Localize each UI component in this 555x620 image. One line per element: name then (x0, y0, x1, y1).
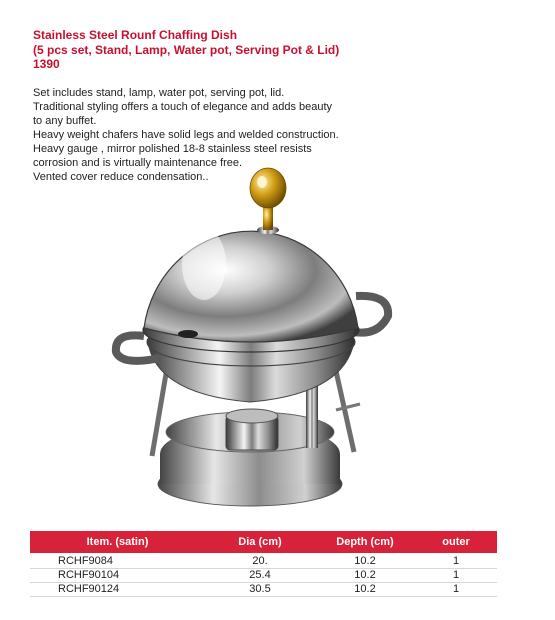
table-row (30, 569, 497, 583)
column-header-item: Item. (satin) (30, 531, 205, 553)
table-row (30, 583, 497, 597)
cell-depth: 10.2 (315, 553, 415, 569)
product-title (33, 28, 533, 72)
cell-dia: 20. (205, 553, 315, 569)
table-header-row (30, 531, 497, 553)
chafing-dish-image (108, 166, 398, 526)
column-header-depth: Depth (cm) (315, 531, 415, 553)
column-header-outer: outer (415, 531, 497, 553)
cell-outer: 1 (415, 553, 497, 569)
description-line: Set includes stand, lamp, water pot, serving pot, lid. (33, 87, 285, 99)
description-line: corrosion and is virtually maintenance free. (33, 157, 243, 169)
cell-dia: 30.5 (205, 583, 315, 597)
description-line: Vented cover reduce condensation.. (33, 171, 209, 183)
description-line: to any buffet. (33, 115, 97, 127)
cell-outer: 1 (415, 583, 497, 597)
title-line-2: (5 pcs set, Stand, Lamp, Water pot, Serving Pot & Lid) (33, 42, 340, 57)
column-header-dia: Dia (cm) (205, 531, 315, 553)
title-line-1: Stainless Steel Rounf Chaffing Dish (33, 28, 238, 42)
table-row (30, 553, 497, 569)
title-line-3: 1390 (33, 57, 60, 71)
cell-outer: 1 (415, 569, 497, 583)
cell-item: RCHF90104 (30, 569, 205, 583)
specification-table (30, 531, 497, 597)
description-line: Traditional styling offers a touch of elegance and adds beauty (33, 101, 333, 113)
description-line: Heavy gauge , mirror polished 18-8 stainless steel resists (33, 143, 312, 155)
cell-item: RCHF90124 (30, 583, 205, 597)
cell-depth: 10.2 (315, 583, 415, 597)
description-line: Heavy weight chafers have solid legs and welded construction. (33, 129, 339, 141)
cell-dia: 25.4 (205, 569, 315, 583)
cell-item: RCHF9084 (30, 553, 205, 569)
cell-depth: 10.2 (315, 569, 415, 583)
